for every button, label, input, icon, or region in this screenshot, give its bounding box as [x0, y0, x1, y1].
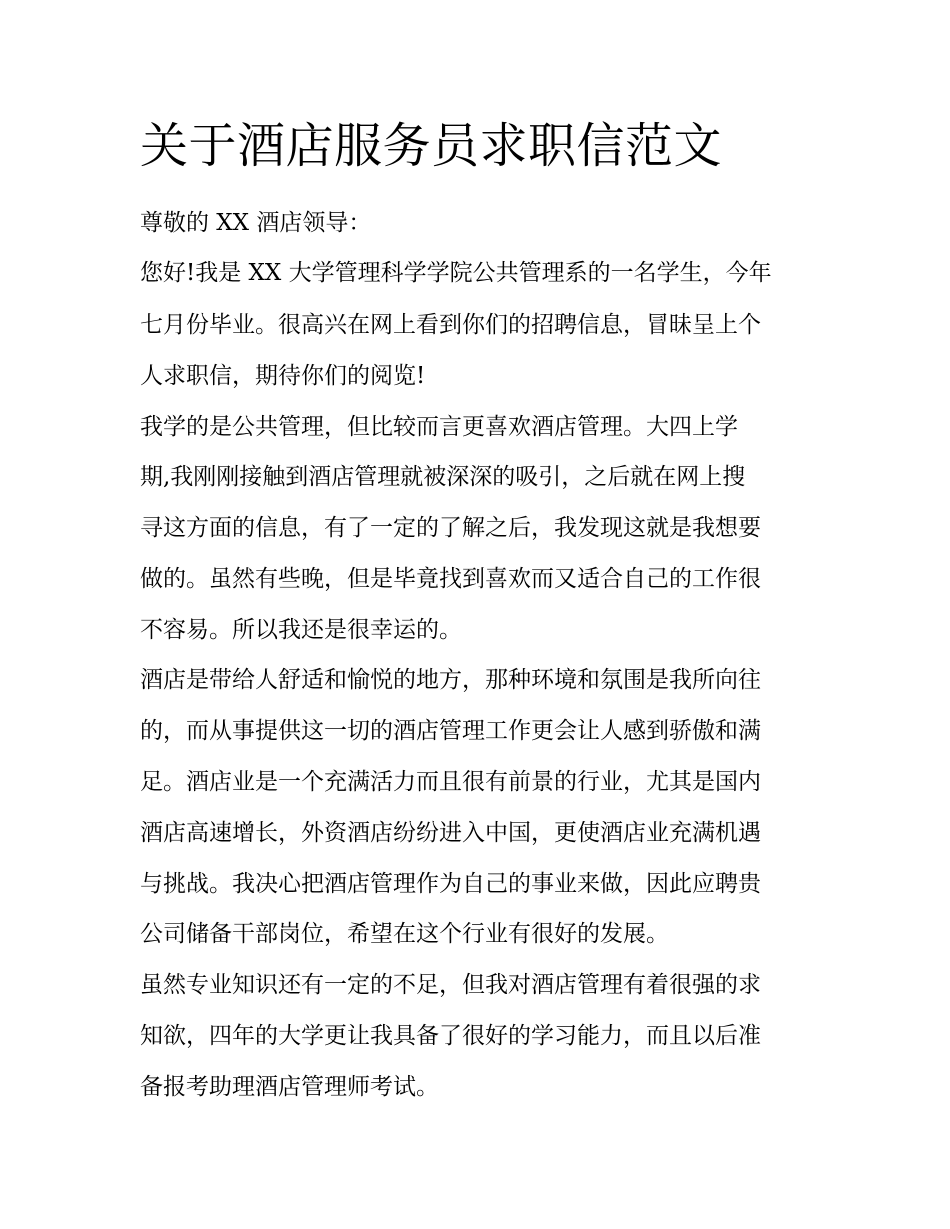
body-line: 我学的是公共管理，但比较而言更喜欢酒店管理。大四上学 — [140, 414, 738, 440]
body-line: 做的。虽然有些晚，但是毕竟找到喜欢而又适合自己的工作很 — [140, 566, 761, 592]
document-title: 关于酒店服务员求职信范文 — [140, 118, 723, 174]
body-line: 酒店是带给人舒适和愉悦的地方，那种环境和氛围是我所向往 — [140, 667, 761, 693]
body-line: 七月份毕业。很高兴在网上看到你们的招聘信息，冒昧呈上个 — [140, 312, 761, 338]
body-line: 的，而从事提供这一切的酒店管理工作更会让人感到骄傲和满 — [140, 718, 761, 744]
salutation-line: 尊敬的 XX 酒店领导： — [140, 210, 372, 236]
body-line: 足。酒店业是一个充满活力而且很有前景的行业，尤其是国内 — [140, 769, 761, 795]
body-line: 与挑战。我决心把酒店管理作为自己的事业来做，因此应聘贵 — [140, 871, 761, 897]
body-line: 人求职信，期待你们的阅览! — [140, 363, 426, 389]
body-line: 公司储备干部岗位，希望在这个行业有很好的发展。 — [140, 921, 669, 947]
body-line: 备报考助理酒店管理师考试。 — [140, 1074, 439, 1100]
body-line: 不容易。所以我还是很幸运的。 — [140, 617, 462, 643]
body-line: 您好!我是 XX 大学管理科学学院公共管理系的一名学生，今年 — [140, 260, 772, 286]
body-line: 期,我刚刚接触到酒店管理就被深深的吸引，之后就在网上搜 — [140, 464, 746, 490]
body-line: 知欲，四年的大学更让我具备了很好的学习能力，而且以后准 — [140, 1023, 761, 1049]
body-line: 虽然专业知识还有一定的不足，但我对酒店管理有着很强的求 — [140, 972, 761, 998]
body-line: 寻这方面的信息，有了一定的了解之后，我发现这就是我想要 — [140, 515, 761, 541]
body-line: 酒店高速增长，外资酒店纷纷进入中国，更使酒店业充满机遇 — [140, 820, 761, 846]
